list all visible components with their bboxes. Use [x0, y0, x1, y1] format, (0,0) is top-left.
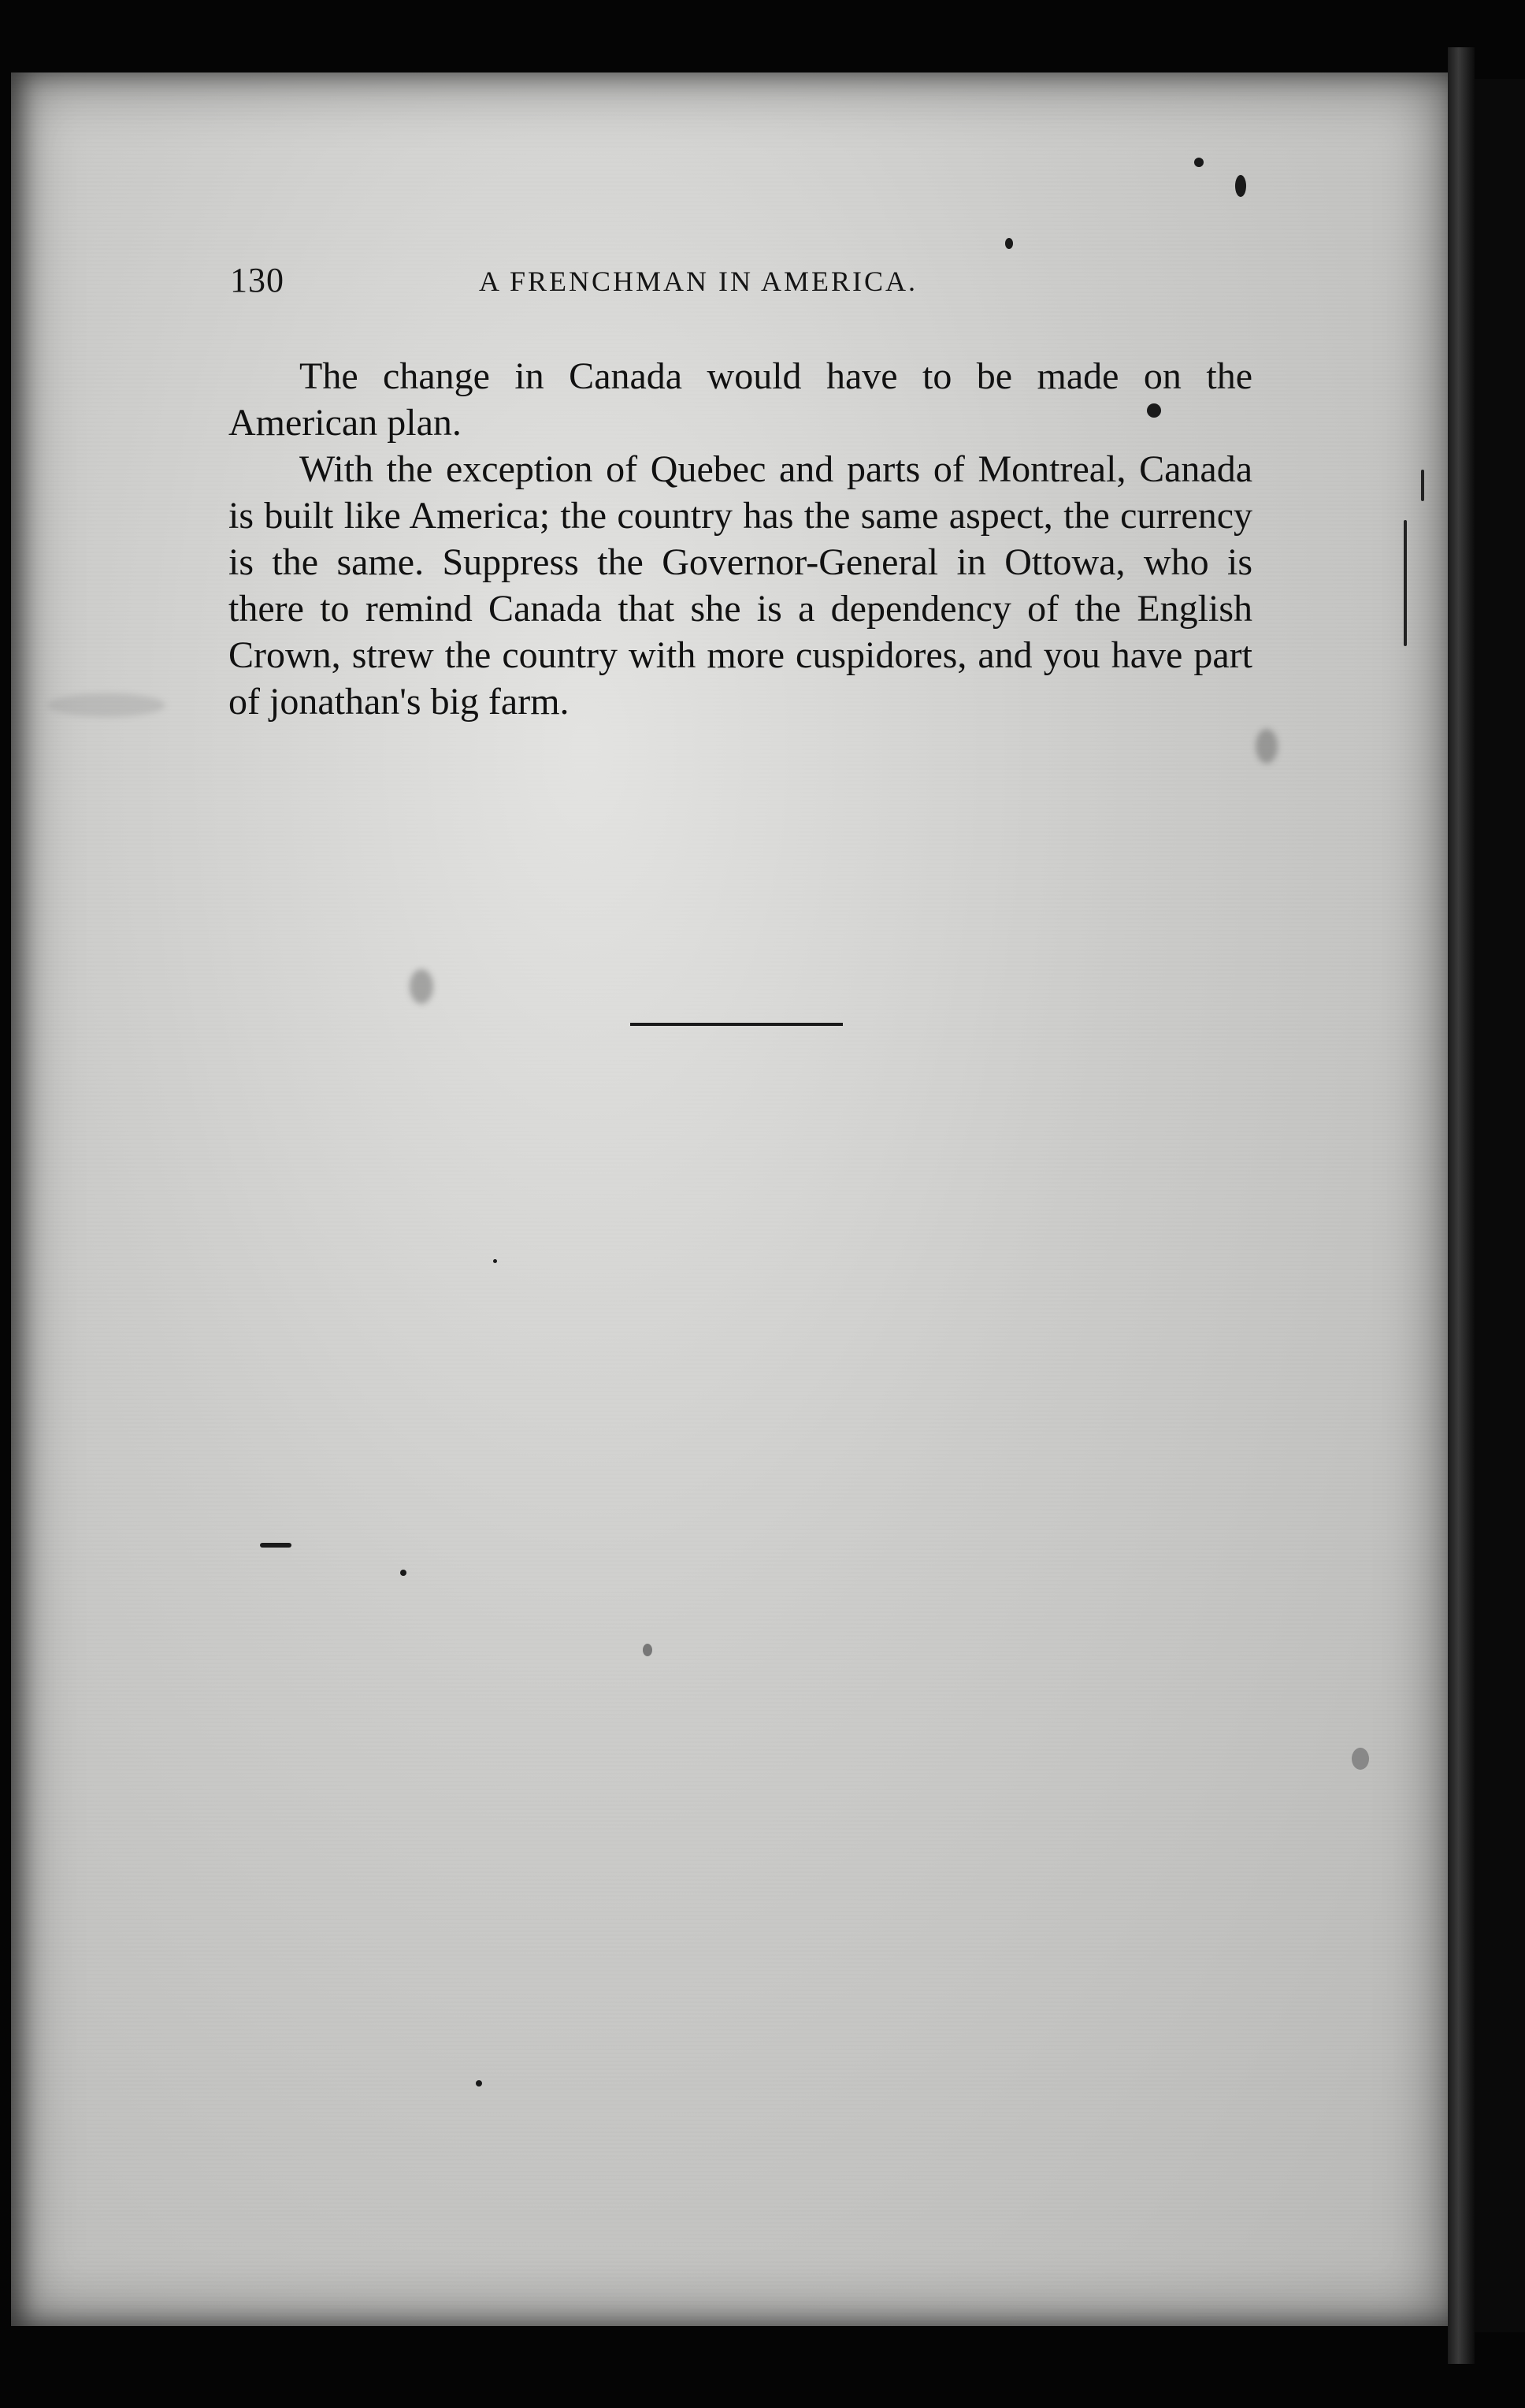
margin-mark	[1404, 520, 1407, 646]
facing-page-edge	[1475, 79, 1525, 2332]
body-text	[228, 353, 1252, 725]
ink-smudge	[47, 693, 165, 717]
margin-mark	[1421, 470, 1424, 501]
dust-speck	[476, 2080, 482, 2087]
dust-speck	[643, 1644, 652, 1656]
dust-speck	[260, 1543, 291, 1548]
ink-smudge	[1256, 729, 1278, 764]
dust-speck	[400, 1570, 406, 1576]
dust-speck	[493, 1259, 497, 1263]
running-title: A FRENCHMAN IN AMERICA.	[479, 266, 918, 297]
book-gutter	[1448, 47, 1475, 2364]
dust-speck	[1194, 158, 1204, 167]
paragraph: The change in Canada would have to be made on the American plan.	[228, 355, 1252, 444]
page-header	[230, 260, 1254, 307]
dust-speck	[1352, 1748, 1369, 1770]
ink-smudge	[410, 969, 433, 1004]
dust-speck	[1147, 403, 1161, 418]
dust-speck	[1005, 238, 1013, 249]
page-number: 130	[230, 261, 284, 299]
section-end-rule	[630, 1023, 843, 1026]
dust-speck	[1235, 175, 1246, 197]
paragraph: With the exception of Quebec and parts of Montreal, Canada is built like America; the country has the same aspect, the currency is the same. Suppress the Governor-General in Ottowa, who is there to remind Canada that she is a dependency of the English Crown, strew the country with more cuspidores, and you have part of jonathan's big farm.	[228, 448, 1252, 723]
